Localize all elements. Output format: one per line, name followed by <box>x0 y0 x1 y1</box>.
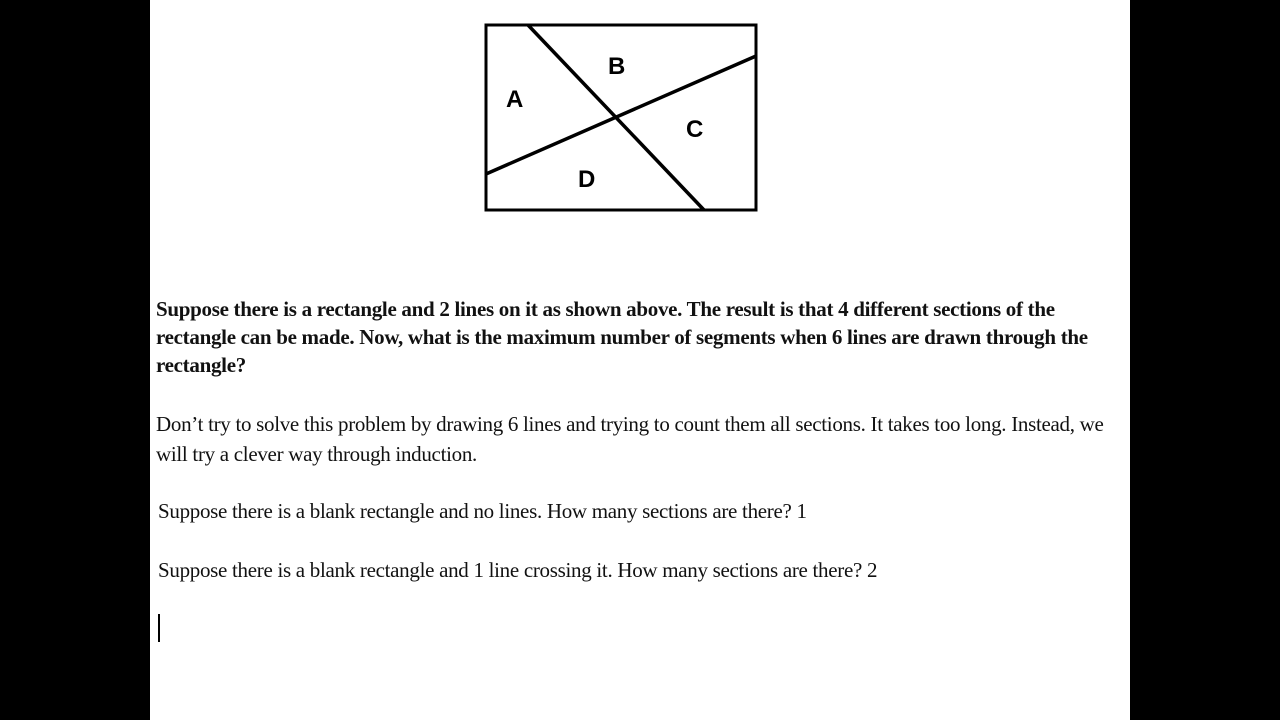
case-one-line: Suppose there is a blank rectangle and 1 line crossing it. How many sections are there? 2 <box>158 558 878 582</box>
hint-paragraph: Don’t try to solve this problem by drawing 6 lines and trying to count them all sections. It takes too long. Instead, we will try a clever way through induction. <box>156 412 1104 466</box>
text-cursor[interactable] <box>158 614 160 642</box>
region-label-d: D <box>578 166 596 193</box>
region-label-c: C <box>686 116 704 143</box>
region-label-b: B <box>608 53 626 80</box>
rectangle-diagram <box>484 22 760 214</box>
document-page <box>150 0 1130 720</box>
rectangle-diagram-svg <box>484 22 760 214</box>
problem-statement: Suppose there is a rectangle and 2 lines on it as shown above. The result is that 4 different sections of the rectangle can be made. Now, what is the maximum number of segments when 6 lines are drawn through the rectangle? <box>156 297 1088 377</box>
case-zero-lines: Suppose there is a blank rectangle and no lines. How many sections are there? 1 <box>158 499 807 523</box>
region-label-a: A <box>506 86 524 113</box>
